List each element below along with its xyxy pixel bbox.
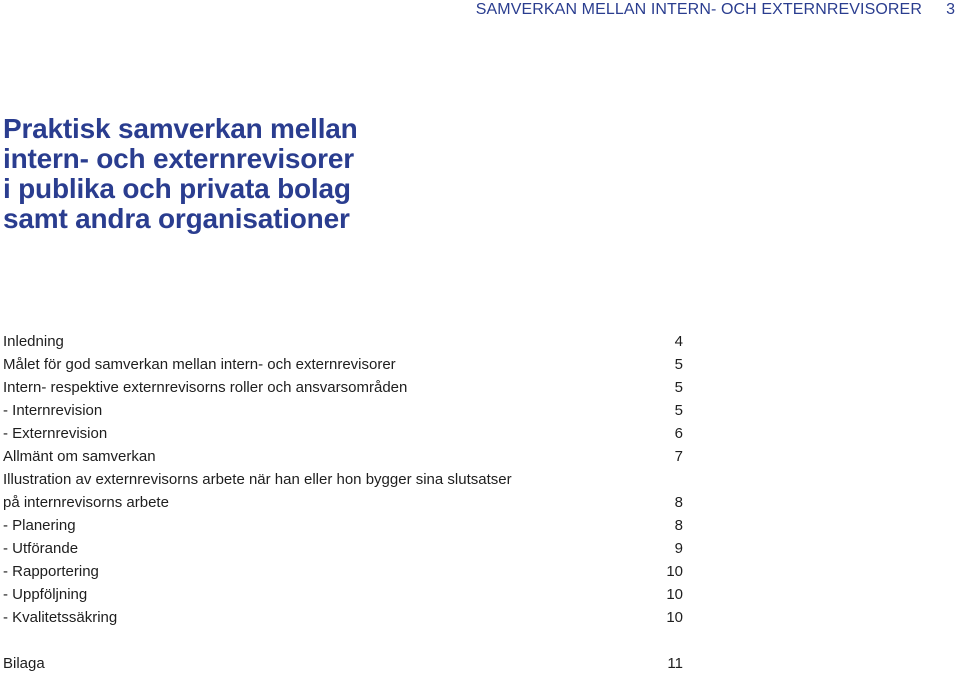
table-of-contents — [3, 330, 683, 675]
running-header-title: SAMVERKAN MELLAN INTERN- OCH EXTERNREVISORER — [475, 1, 922, 18]
toc-entry[interactable] — [3, 560, 683, 583]
document-title-line: i publika och privata bolag — [3, 173, 351, 204]
toc-entry-label: - Uppföljning — [3, 586, 88, 603]
toc-entry-page: 10 — [666, 609, 683, 626]
toc-entry-label: Inledning — [3, 333, 64, 350]
toc-entry-page: 8 — [674, 494, 683, 511]
toc-entry[interactable] — [3, 491, 683, 514]
toc-entry-label: - Kvalitetssäkring — [3, 609, 118, 626]
toc-entry-page: 5 — [674, 379, 683, 396]
toc-entry[interactable] — [3, 445, 683, 468]
document-title — [3, 114, 358, 234]
toc-entry[interactable] — [3, 514, 683, 537]
toc-entry-label: - Rapportering — [3, 563, 99, 580]
toc-entry[interactable] — [3, 422, 683, 445]
toc-entry-label: - Utförande — [3, 540, 79, 557]
toc-entry-page: 7 — [674, 448, 683, 465]
toc-entry-page: 5 — [674, 402, 683, 419]
toc-entry-label: - Internrevision — [3, 402, 103, 419]
toc-entry-page: 4 — [674, 333, 683, 350]
toc-entry-label: Bilaga — [3, 655, 45, 672]
toc-entry-label: Illustration av externrevisorns arbete när han eller hon bygger sina slutsatser — [3, 471, 512, 488]
toc-entry-label: Intern- respektive externrevisorns roller och ansvarsområden — [3, 379, 408, 396]
toc-entry-page: 10 — [666, 563, 683, 580]
toc-entry-label: - Externrevision — [3, 425, 108, 442]
toc-entry-page: 11 — [667, 655, 683, 672]
toc-entry-page: 8 — [674, 517, 683, 534]
toc-entry[interactable] — [3, 537, 683, 560]
toc-entry[interactable] — [3, 399, 683, 422]
document-title-line: Praktisk samverkan mellan — [3, 113, 358, 144]
toc-entry[interactable] — [3, 353, 683, 376]
document-title-line: samt andra organisationer — [3, 203, 350, 234]
toc-entry[interactable] — [3, 330, 683, 353]
toc-entry[interactable] — [3, 606, 683, 629]
toc-entry-label: Allmänt om samverkan — [3, 448, 156, 465]
toc-entry-page: 6 — [674, 425, 683, 442]
toc-entry[interactable] — [3, 583, 683, 606]
toc-entry[interactable] — [3, 376, 683, 399]
toc-entry-page: 5 — [674, 356, 683, 373]
toc-entry-page: 10 — [666, 586, 683, 603]
toc-entry[interactable] — [3, 468, 683, 491]
toc-entry-page: 9 — [674, 540, 683, 557]
toc-entry-label: - Planering — [3, 517, 76, 534]
toc-entry-label: på internrevisorns arbete — [3, 494, 169, 511]
toc-entry-label: Målet för god samverkan mellan intern- och externrevisorer — [3, 356, 396, 373]
running-header-page-number: 3 — [946, 1, 955, 18]
document-title-line: intern- och externrevisorer — [3, 143, 354, 174]
running-header — [0, 0, 960, 24]
toc-entry[interactable] — [3, 652, 683, 675]
